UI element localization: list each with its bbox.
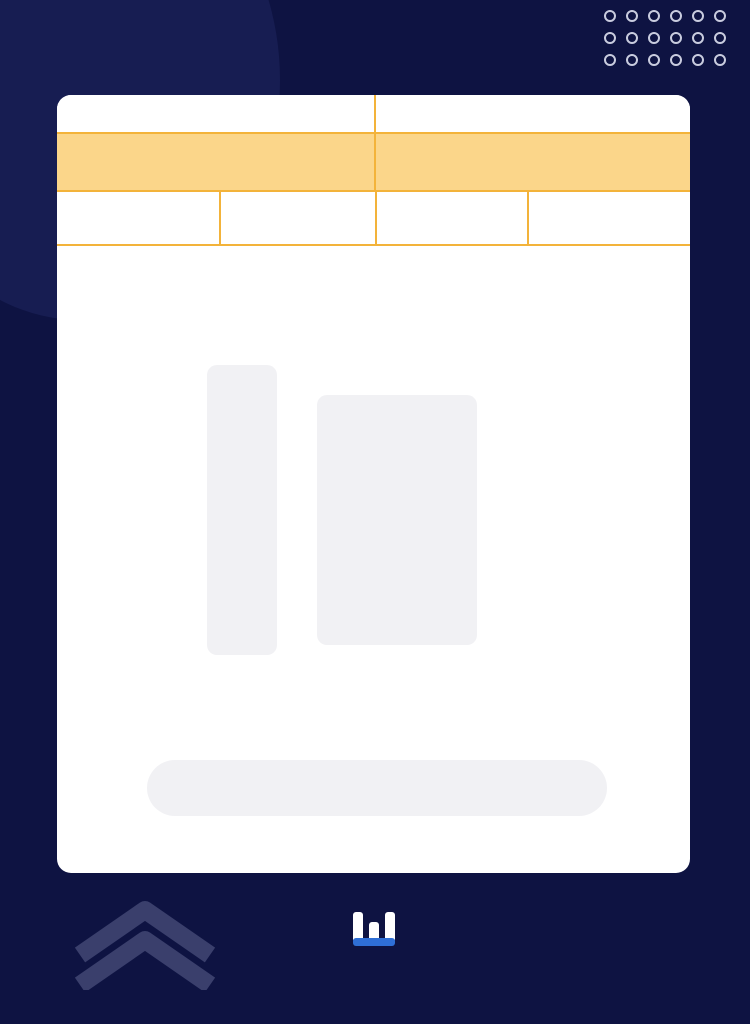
chevron-up-icon	[70, 900, 220, 990]
table-title	[374, 95, 690, 132]
wage-table-card	[57, 95, 690, 873]
increase-percent	[57, 95, 374, 132]
formula-label	[374, 134, 690, 190]
header-increase	[57, 192, 219, 244]
wage-table	[57, 95, 690, 873]
header-1405	[219, 192, 375, 244]
decorative-dots	[604, 10, 726, 66]
title-row	[57, 95, 690, 132]
tamasco-logo	[335, 908, 415, 958]
header-items	[527, 192, 690, 244]
logo-mark-icon	[345, 908, 405, 952]
header-1404	[375, 192, 527, 244]
formula-row	[57, 134, 690, 190]
formula-value	[57, 134, 374, 190]
header-row	[57, 192, 690, 244]
